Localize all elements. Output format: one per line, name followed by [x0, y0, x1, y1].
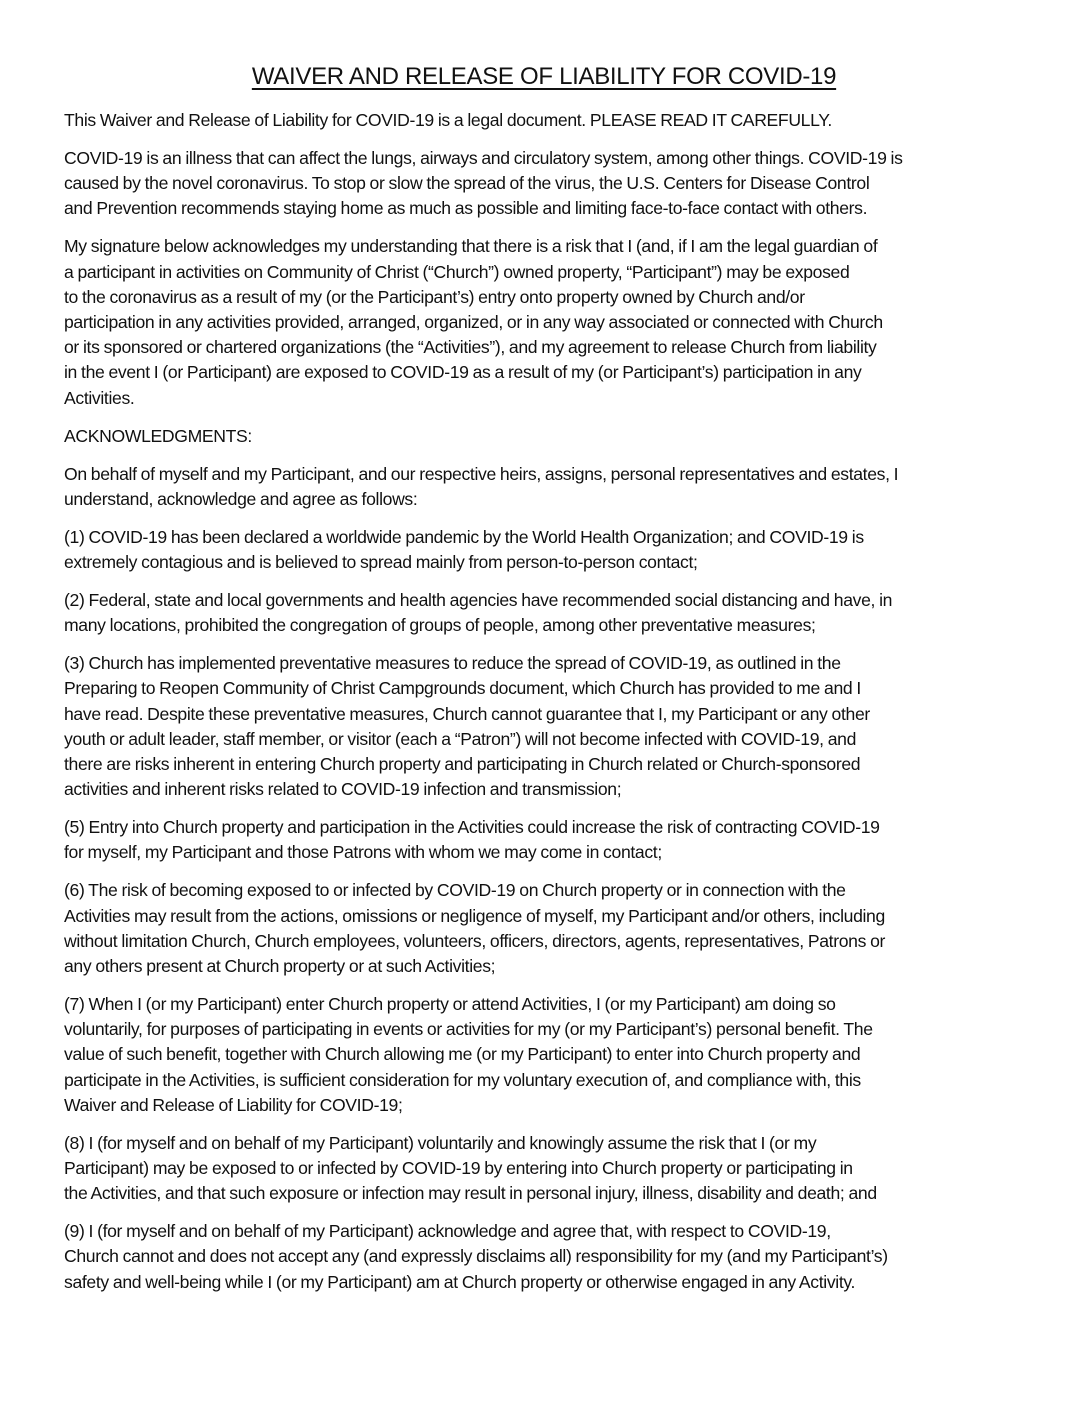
- paragraph-line: Preparing to Reopen Community of Christ Campgrounds document, which Church has provided to me and I: [64, 678, 861, 699]
- paragraph-item-7: [64, 992, 1034, 1118]
- paragraph-item-9: [64, 1219, 1034, 1295]
- paragraph-item-1: [64, 525, 1034, 575]
- paragraph-covid-description: [64, 146, 1034, 222]
- paragraph-line: activities and inherent risks related to COVID-19 infection and transmission;: [64, 779, 622, 800]
- paragraph-line: (1) COVID-19 has been declared a worldwide pandemic by the World Health Organization; and COVID-19 is: [64, 526, 864, 547]
- paragraph-intro: [64, 108, 1034, 133]
- paragraph-line: Activities.: [64, 387, 135, 408]
- paragraph-line: participate in the Activities, is sufficient consideration for my voluntary execution of, and compliance with, this: [64, 1069, 861, 1090]
- paragraph-line: in the event I (or Participant) are exposed to COVID-19 as a result of my (or Participant’s) participation in any: [64, 362, 862, 383]
- document-title: [0, 63, 1088, 91]
- paragraph-line: a participant in activities on Community of Christ (“Church”) owned property, “Participant”) may be exposed: [64, 261, 850, 282]
- paragraph-on-behalf: [64, 462, 1034, 512]
- paragraph-item-2: [64, 588, 1034, 638]
- paragraph-line: or its sponsored or chartered organizations (the “Activities”), and my agreement to release Church from liability: [64, 337, 877, 358]
- paragraph-line: participation in any activities provided, arranged, organized, or in any way associated or connected with Church: [64, 312, 883, 333]
- paragraph-line: youth or adult leader, staff member, or visitor (each a “Patron”) will not become infected with COVID-19, and: [64, 728, 857, 749]
- paragraph-line: for myself, my Participant and those Patrons with whom we may come in contact;: [64, 842, 662, 863]
- paragraph-item-8: [64, 1131, 1034, 1207]
- document-body: [64, 108, 1034, 1308]
- paragraph-line: caused by the novel coronavirus. To stop or slow the spread of the virus, the U.S. Centers for Disease Control: [64, 173, 870, 194]
- paragraph-line: to the coronavirus as a result of my (or the Participant’s) entry onto property owned by Church and/or: [64, 286, 805, 307]
- paragraph-line: Activities may result from the actions, omissions or negligence of myself, my Participant and/or others, including: [64, 905, 885, 926]
- paragraph-signature-acknowledgement: [64, 234, 1034, 410]
- paragraph-line: the Activities, and that such exposure or infection may result in personal injury, illness, disability and death; and: [64, 1183, 877, 1204]
- paragraph-line: (2) Federal, state and local governments and health agencies have recommended social distancing and have, in: [64, 590, 893, 611]
- paragraph-line: without limitation Church, Church employees, volunteers, officers, directors, agents, representatives, Patrons or: [64, 930, 886, 951]
- document-title-text: WAIVER AND RELEASE OF LIABILITY FOR COVID-19: [251, 63, 837, 90]
- paragraph-line: Church cannot and does not accept any (and expressly disclaims all) responsibility for my (and my Participant’s): [64, 1246, 888, 1267]
- paragraph-line: Waiver and Release of Liability for COVID-19;: [64, 1094, 403, 1115]
- paragraph-line: (5) Entry into Church property and participation in the Activities could increase the risk of contracting COVID-19: [64, 817, 880, 838]
- paragraph-line: many locations, prohibited the congregation of groups of people, among other preventative measures;: [64, 615, 816, 636]
- paragraph-line: extremely contagious and is believed to spread mainly from person-to-person contact;: [64, 552, 698, 573]
- paragraph-item-6: [64, 878, 1034, 979]
- paragraph-acknowledgments-heading: [64, 424, 1034, 449]
- paragraph-line: ACKNOWLEDGMENTS:: [64, 425, 252, 446]
- paragraph-line: have read. Despite these preventative measures, Church cannot guarantee that I, my Participant or any other: [64, 703, 870, 724]
- paragraph-item-5: [64, 815, 1034, 865]
- paragraph-line: COVID-19 is an illness that can affect the lungs, airways and circulatory system, among other things. COVID-19 is: [64, 148, 903, 168]
- paragraph-line: (9) I (for myself and on behalf of my Participant) acknowledge and agree that, with respect to COVID-19,: [64, 1221, 831, 1242]
- paragraph-line: value of such benefit, together with Church allowing me (or my Participant) to enter into Church property and: [64, 1044, 861, 1065]
- paragraph-line: there are risks inherent in entering Church property and participating in Church related or Church-sponsored: [64, 754, 861, 775]
- paragraph-line: On behalf of myself and my Participant, and our respective heirs, assigns, personal representatives and estates, I: [64, 463, 899, 484]
- paragraph-line: voluntarily, for purposes of participating in events or activities for my (or my Participant’s) personal benefit. The: [64, 1019, 873, 1040]
- paragraph-line: Participant) may be exposed to or infected by COVID-19 by entering into Church property or participating in: [64, 1158, 853, 1179]
- paragraph-line: any others present at Church property or at such Activities;: [64, 956, 496, 977]
- paragraph-line: This Waiver and Release of Liability for COVID-19 is a legal document. PLEASE READ IT CAREFULLY.: [64, 110, 832, 130]
- paragraph-item-3: [64, 651, 1034, 802]
- paragraph-line: understand, acknowledge and agree as follows:: [64, 488, 418, 509]
- paragraph-line: (8) I (for myself and on behalf of my Participant) voluntarily and knowingly assume the risk that I (or my: [64, 1132, 817, 1153]
- paragraph-line: and Prevention recommends staying home as much as possible and limiting face-to-face contact with others.: [64, 198, 868, 219]
- paragraph-line: safety and well-being while I (or my Participant) am at Church property or otherwise engaged in any Activity.: [64, 1271, 856, 1292]
- paragraph-line: My signature below acknowledges my understanding that there is a risk that I (and, if I am the legal guardian of: [64, 236, 878, 257]
- paragraph-line: (7) When I (or my Participant) enter Church property or attend Activities, I (or my Participant) am doing so: [64, 994, 836, 1015]
- paragraph-line: (3) Church has implemented preventative measures to reduce the spread of COVID-19, as outlined in the: [64, 653, 841, 674]
- paragraph-line: (6) The risk of becoming exposed to or infected by COVID-19 on Church property or in connection with the: [64, 880, 846, 901]
